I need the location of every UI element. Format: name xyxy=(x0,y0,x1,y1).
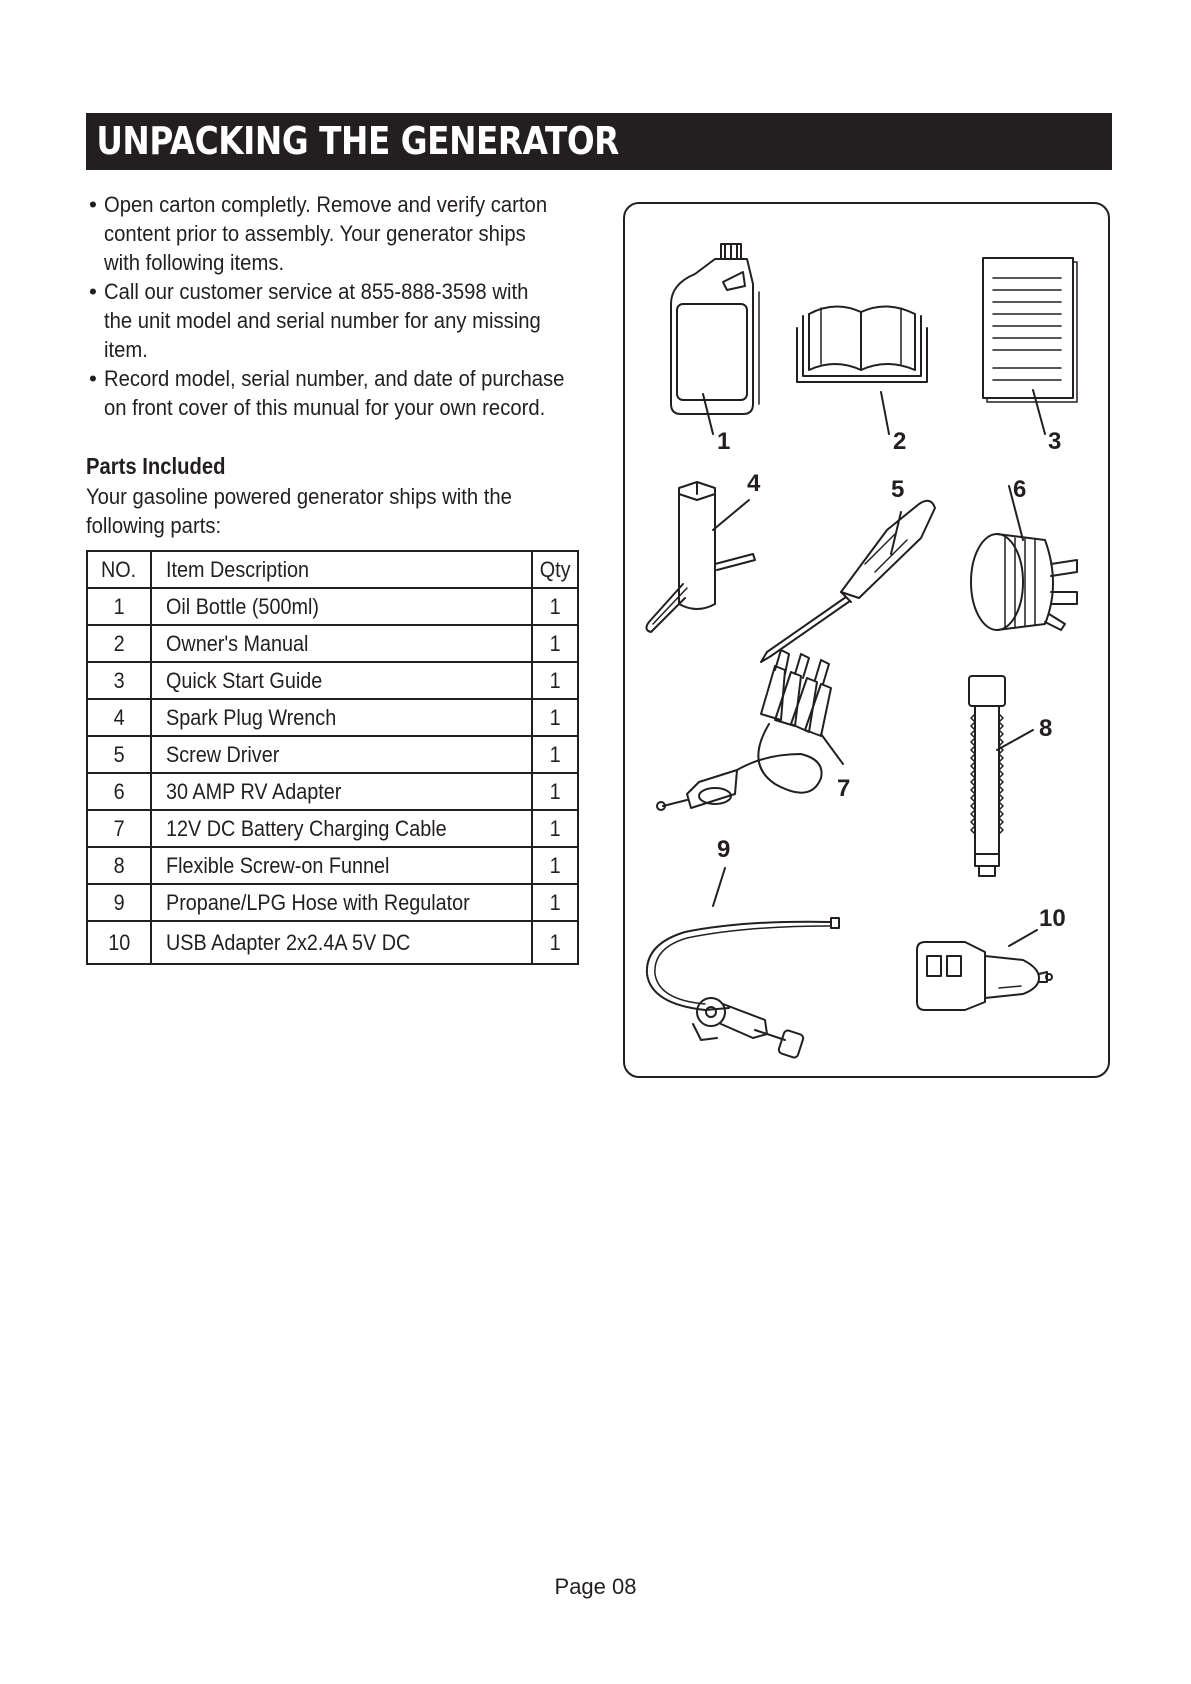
header-qty: Qty xyxy=(532,551,578,588)
table-row xyxy=(87,662,578,699)
callout-label: 10 xyxy=(1039,905,1066,932)
table-row xyxy=(87,736,578,773)
table-row xyxy=(87,773,578,810)
cell-no: 3 xyxy=(87,662,151,699)
callout-label: 3 xyxy=(1048,428,1062,455)
quick-start-guide-icon xyxy=(983,258,1077,402)
cell-qty: 1 xyxy=(532,588,578,625)
cell-no: 4 xyxy=(87,699,151,736)
cell-description: Spark Plug Wrench xyxy=(151,699,532,736)
callout-label: 9 xyxy=(717,836,731,863)
usb-adapter-icon xyxy=(917,942,1052,1010)
parts-intro-line: Your gasoline powered generator ships with the xyxy=(86,484,512,509)
cell-description: Propane/LPG Hose with Regulator xyxy=(151,884,532,921)
leader-line-10 xyxy=(1009,930,1037,946)
table-row xyxy=(87,810,578,847)
table-header-row xyxy=(87,551,578,588)
cell-qty: 1 xyxy=(532,662,578,699)
flexible-funnel-icon xyxy=(969,676,1005,876)
cell-qty: 1 xyxy=(532,773,578,810)
owners-manual-icon xyxy=(797,306,927,382)
table-row xyxy=(87,625,578,662)
cell-description: 30 AMP RV Adapter xyxy=(151,773,532,810)
table-row xyxy=(87,699,578,736)
table-row xyxy=(87,884,578,921)
screwdriver-icon xyxy=(761,501,935,662)
cell-description: USB Adapter 2x2.4A 5V DC xyxy=(151,921,532,964)
unpacking-instructions xyxy=(86,190,606,422)
page-number: Page 08 xyxy=(554,1574,637,1599)
callout-label: 5 xyxy=(891,476,905,503)
cell-qty: 1 xyxy=(532,625,578,662)
bullet-line: Record model, serial number, and date of purchase xyxy=(104,366,565,391)
cell-qty: 1 xyxy=(532,847,578,884)
callout-label: 8 xyxy=(1039,715,1053,742)
leader-line-9 xyxy=(713,868,725,906)
cell-description: 12V DC Battery Charging Cable xyxy=(151,810,532,847)
parts-included-heading: Parts Included xyxy=(86,453,226,479)
header-item-description: Item Description xyxy=(151,551,532,588)
section-title-bar xyxy=(86,113,1112,170)
cell-description: Owner's Manual xyxy=(151,625,532,662)
bullet-line: Call our customer service at 855-888-3598 with xyxy=(104,279,529,304)
page-title: UNPACKING THE GENERATOR xyxy=(96,119,619,163)
cell-no: 8 xyxy=(87,847,151,884)
bullet-line: Open carton completly. Remove and verify carton xyxy=(104,192,548,217)
cell-no: 1 xyxy=(87,588,151,625)
bullet-item xyxy=(86,364,606,422)
bullet-line: with following items. xyxy=(104,250,285,275)
leader-line-3 xyxy=(1033,390,1045,434)
rv-adapter-icon xyxy=(971,534,1077,630)
cell-qty: 1 xyxy=(532,884,578,921)
callout-label: 4 xyxy=(747,470,761,497)
cell-no: 10 xyxy=(87,921,151,964)
leader-line-7 xyxy=(821,734,843,764)
cell-description: Oil Bottle (500ml) xyxy=(151,588,532,625)
cell-no: 6 xyxy=(87,773,151,810)
cell-qty: 1 xyxy=(532,699,578,736)
cell-no: 7 xyxy=(87,810,151,847)
bullet-line: item. xyxy=(104,337,148,362)
cell-qty: 1 xyxy=(532,810,578,847)
bullet-line: the unit model and serial number for any missing xyxy=(104,308,541,333)
leader-line-2 xyxy=(881,392,889,434)
leader-line-4 xyxy=(713,500,749,530)
cell-no: 2 xyxy=(87,625,151,662)
oil-bottle-icon xyxy=(671,244,759,414)
bullet-item xyxy=(86,277,606,364)
bullet-line: content prior to assembly. Your generator ships xyxy=(104,221,526,246)
battery-charging-cable-icon xyxy=(657,650,831,810)
table-row xyxy=(87,588,578,625)
parts-illustration xyxy=(625,204,1112,1080)
cell-description: Screw Driver xyxy=(151,736,532,773)
parts-intro-line: following parts: xyxy=(86,513,222,538)
parts-intro-text xyxy=(86,482,590,540)
callout-label: 2 xyxy=(893,428,907,455)
spark-plug-wrench-icon xyxy=(646,482,755,632)
bullet-line: on front cover of this munual for your own record. xyxy=(104,395,546,420)
cell-qty: 1 xyxy=(532,921,578,964)
parts-illustration-panel xyxy=(623,202,1110,1078)
callout-label: 7 xyxy=(837,775,851,802)
cell-qty: 1 xyxy=(532,736,578,773)
cell-description: Quick Start Guide xyxy=(151,662,532,699)
callout-label: 6 xyxy=(1013,476,1027,503)
table-row xyxy=(87,847,578,884)
cell-no: 5 xyxy=(87,736,151,773)
parts-table xyxy=(86,550,579,965)
cell-description: Flexible Screw-on Funnel xyxy=(151,847,532,884)
cell-no: 9 xyxy=(87,884,151,921)
propane-hose-icon xyxy=(647,918,839,1059)
table-row xyxy=(87,921,578,964)
callout-label: 1 xyxy=(717,428,731,455)
bullet-item xyxy=(86,190,606,277)
header-no: NO. xyxy=(87,551,151,588)
